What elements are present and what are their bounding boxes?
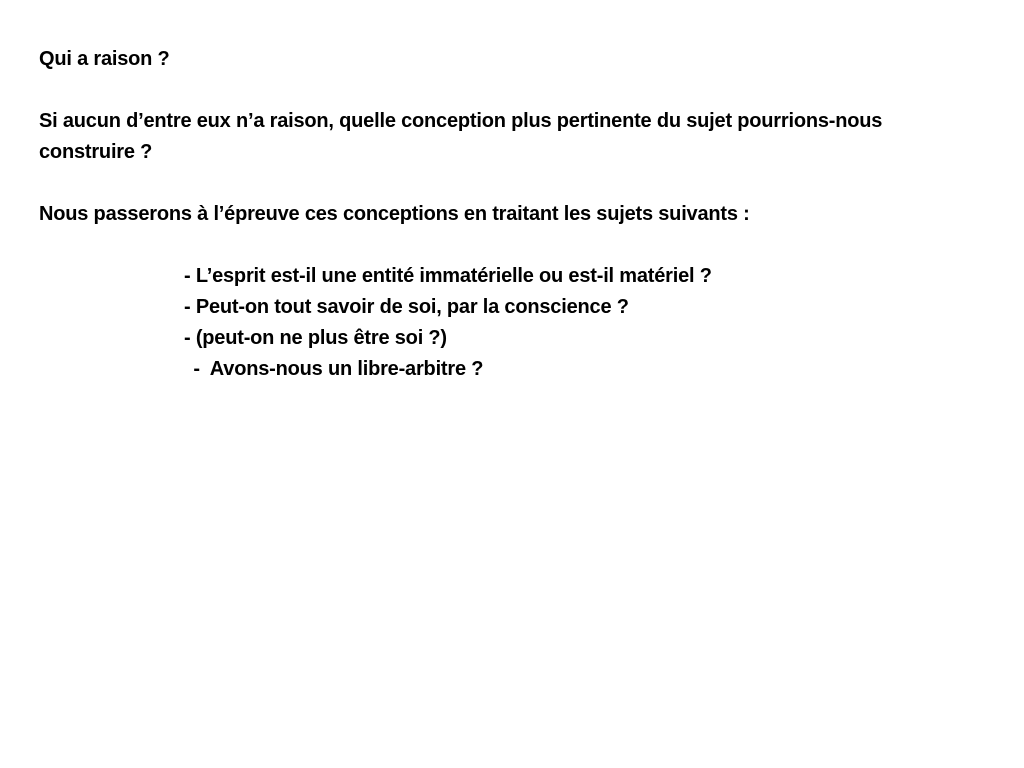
question-heading: Qui a raison ? [39, 48, 170, 70]
topic-item: - L’esprit est-il une entité immatérielle ou est-il matériel ? [184, 265, 712, 287]
spacer [39, 168, 999, 199]
spacer [39, 75, 999, 106]
topic-item: - (peut-on ne plus être soi ?) [184, 327, 447, 349]
topic-item: - Peut-on tout savoir de soi, par la conscience ? [184, 296, 629, 318]
topic-list [39, 261, 999, 385]
slide-text [39, 44, 999, 385]
topic-item: - Avons-nous un libre-arbitre ? [188, 358, 484, 380]
spacer [39, 230, 999, 261]
intro-text: Nous passerons à l’épreuve ces conceptions en traitant les sujets suivants : [39, 203, 750, 225]
follow-up-line-1: Si aucun d’entre eux n’a raison, quelle conception plus pertinente du sujet pourrions-nous [39, 110, 883, 132]
follow-up-line-2: construire ? [39, 141, 153, 163]
